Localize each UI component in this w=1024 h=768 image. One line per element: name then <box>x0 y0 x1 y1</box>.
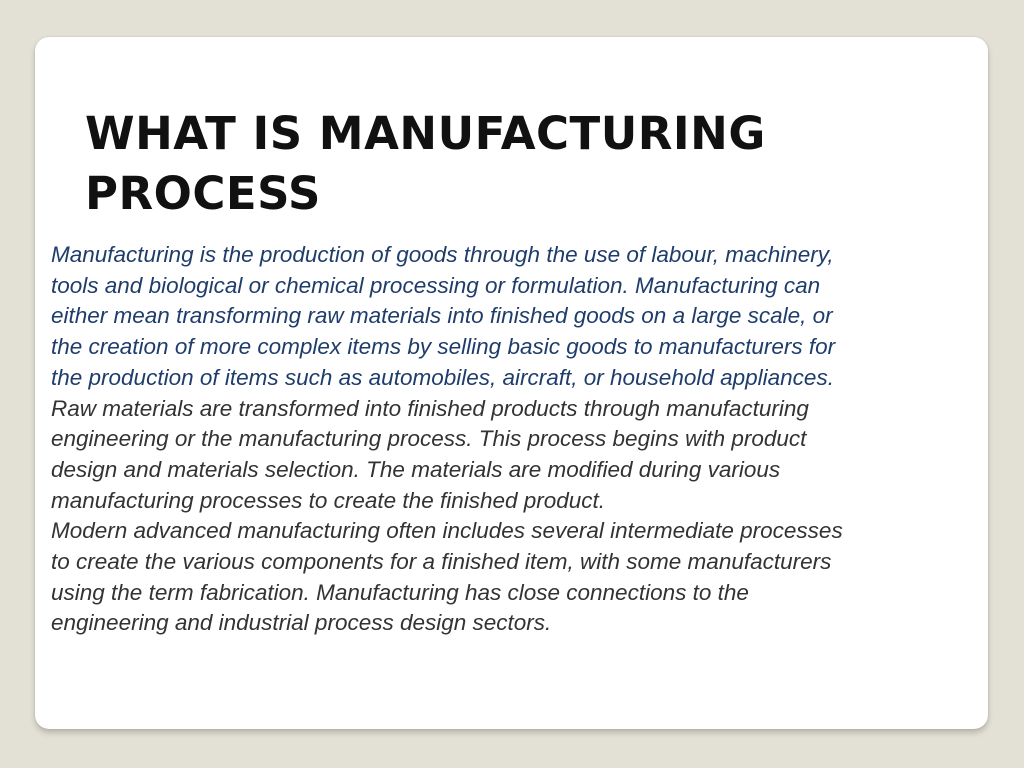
paragraph-line: tools and biological or chemical processing or formulation. Manufacturing can <box>51 272 821 298</box>
slide-title-line-2: PROCESS <box>85 167 321 220</box>
paragraph-definition <box>51 240 971 394</box>
slide-title-line-1: WHAT IS MANUFACTURING <box>85 107 766 160</box>
paragraph-line: either mean transforming raw materials into finished goods on a large scale, or <box>51 303 833 329</box>
paragraph-line: Manufacturing is the production of goods through the use of labour, machinery, <box>51 242 834 267</box>
paragraph-line: manufacturing processes to create the finished product. <box>51 487 606 513</box>
paragraph-line: the creation of more complex items by selling basic goods to manufacturers for <box>51 334 836 360</box>
paragraph-line: the production of items such as automobiles, aircraft, or household appliances. <box>51 364 834 390</box>
paragraph-modern <box>51 516 971 639</box>
slide-body <box>51 240 971 639</box>
slide-title <box>85 104 945 224</box>
paragraph-line: Raw materials are transformed into finished products through manufacturing <box>51 395 809 421</box>
paragraph-line: engineering or the manufacturing process. This process begins with product <box>51 426 807 452</box>
paragraph-line: using the term fabrication. Manufacturing has close connections to the <box>51 579 749 605</box>
paragraph-line: design and materials selection. The materials are modified during various <box>51 456 781 482</box>
paragraph-process <box>51 394 971 517</box>
paragraph-line: to create the various components for a finished item, with some manufacturers <box>51 549 832 575</box>
paragraph-line: engineering and industrial process design sectors. <box>51 610 552 636</box>
paragraph-line: Modern advanced manufacturing often includes several intermediate processes <box>51 518 843 544</box>
